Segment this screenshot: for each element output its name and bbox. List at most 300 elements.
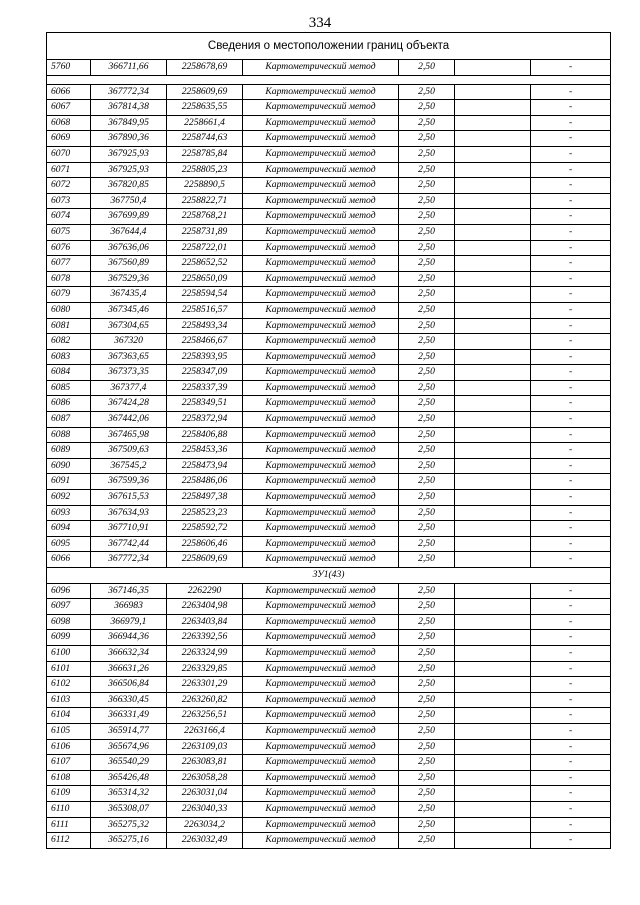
cell-description [455, 833, 531, 849]
cell-method: Картометрический метод [243, 240, 399, 256]
cell-accuracy: 2,50 [399, 599, 455, 615]
cell-method: Картометрический метод [243, 677, 399, 693]
cell-note: - [531, 708, 611, 724]
boundary-coordinates-table [46, 32, 611, 849]
cell-point-number: 6099 [47, 630, 91, 646]
cell-accuracy: 2,50 [399, 427, 455, 443]
cell-coord-x: 367814,38 [91, 100, 167, 116]
table-row [47, 817, 611, 833]
cell-note: - [531, 427, 611, 443]
cell-coord-x: 366944,36 [91, 630, 167, 646]
cell-coord-y: 2258453,36 [167, 443, 243, 459]
cell-point-number: 6094 [47, 521, 91, 537]
cell-method: Картометрический метод [243, 723, 399, 739]
cell-description [455, 193, 531, 209]
cell-method: Картометрический метод [243, 209, 399, 225]
table-row [47, 318, 611, 334]
table-row [47, 801, 611, 817]
cell-description [455, 708, 531, 724]
table-row [47, 271, 611, 287]
cell-coord-x: 366631,26 [91, 661, 167, 677]
cell-note: - [531, 178, 611, 194]
cell-coord-x: 366506,84 [91, 677, 167, 693]
cell-description [455, 84, 531, 100]
cell-accuracy: 2,50 [399, 256, 455, 272]
cell-description [455, 505, 531, 521]
cell-accuracy: 2,50 [399, 396, 455, 412]
cell-method: Картометрический метод [243, 692, 399, 708]
cell-coord-y: 2258594,54 [167, 287, 243, 303]
cell-description [455, 599, 531, 615]
cell-coord-x: 367849,95 [91, 115, 167, 131]
cell-point-number: 6110 [47, 801, 91, 817]
cell-accuracy: 2,50 [399, 178, 455, 194]
cell-point-number: 6096 [47, 583, 91, 599]
cell-point-number: 6108 [47, 770, 91, 786]
cell-coord-y: 2258650,09 [167, 271, 243, 287]
cell-point-number: 6072 [47, 178, 91, 194]
cell-description [455, 801, 531, 817]
cell-accuracy: 2,50 [399, 521, 455, 537]
cell-accuracy: 2,50 [399, 349, 455, 365]
cell-description [455, 349, 531, 365]
cell-coord-x: 366331,49 [91, 708, 167, 724]
cell-method: Картометрический метод [243, 817, 399, 833]
cell-accuracy: 2,50 [399, 708, 455, 724]
cell-note: - [531, 458, 611, 474]
cell-note: - [531, 240, 611, 256]
table-row [47, 256, 611, 272]
cell-coord-y: 2263324,99 [167, 645, 243, 661]
cell-note: - [531, 723, 611, 739]
cell-accuracy: 2,50 [399, 443, 455, 459]
cell-method: Картометрический метод [243, 115, 399, 131]
cell-description [455, 224, 531, 240]
cell-accuracy: 2,50 [399, 209, 455, 225]
cell-point-number: 6080 [47, 302, 91, 318]
cell-coord-y: 2258785,84 [167, 146, 243, 162]
cell-point-number: 6102 [47, 677, 91, 693]
cell-method: Картометрический метод [243, 131, 399, 147]
cell-description [455, 739, 531, 755]
cell-point-number: 6082 [47, 334, 91, 350]
cell-method: Картометрический метод [243, 739, 399, 755]
cell-coord-y: 2263109,03 [167, 739, 243, 755]
cell-description [455, 209, 531, 225]
cell-method: Картометрический метод [243, 287, 399, 303]
table-row [47, 770, 611, 786]
cell-method: Картометрический метод [243, 786, 399, 802]
cell-method: Картометрический метод [243, 536, 399, 552]
cell-description [455, 178, 531, 194]
cell-description [455, 458, 531, 474]
cell-coord-y: 2263329,85 [167, 661, 243, 677]
cell-point-number: 6088 [47, 427, 91, 443]
table-row [47, 365, 611, 381]
cell-coord-y: 2263404,98 [167, 599, 243, 615]
cell-description [455, 240, 531, 256]
cell-accuracy: 2,50 [399, 723, 455, 739]
cell-coord-y: 2258372,94 [167, 412, 243, 428]
cell-point-number: 6069 [47, 131, 91, 147]
cell-coord-x: 367377,4 [91, 380, 167, 396]
cell-accuracy: 2,50 [399, 318, 455, 334]
cell-coord-y: 2263034,2 [167, 817, 243, 833]
table-row [47, 100, 611, 116]
cell-method: Картометрический метод [243, 505, 399, 521]
table-row [47, 443, 611, 459]
cell-note: - [531, 801, 611, 817]
cell-coord-y: 2263256,51 [167, 708, 243, 724]
cell-coord-y: 2263058,28 [167, 770, 243, 786]
cell-method: Картометрический метод [243, 380, 399, 396]
cell-coord-x: 367644,4 [91, 224, 167, 240]
cell-method: Картометрический метод [243, 162, 399, 178]
cell-description [455, 614, 531, 630]
cell-point-number: 6077 [47, 256, 91, 272]
cell-coord-y: 2258349,51 [167, 396, 243, 412]
cell-coord-x: 366632,34 [91, 645, 167, 661]
table-row [47, 521, 611, 537]
cell-coord-y: 2258744,63 [167, 131, 243, 147]
cell-coord-y: 2258466,67 [167, 334, 243, 350]
cell-method: Картометрический метод [243, 521, 399, 537]
cell-method: Картометрический метод [243, 801, 399, 817]
cell-method: Картометрический метод [243, 427, 399, 443]
cell-point-number: 6089 [47, 443, 91, 459]
cell-accuracy: 2,50 [399, 630, 455, 646]
cell-method: Картометрический метод [243, 271, 399, 287]
cell-accuracy: 2,50 [399, 100, 455, 116]
cell-point-number: 6085 [47, 380, 91, 396]
table-row [47, 131, 611, 147]
table-row [47, 209, 611, 225]
cell-method: Картометрический метод [243, 490, 399, 506]
cell-coord-x: 366711,66 [91, 60, 167, 76]
table-row [47, 645, 611, 661]
cell-coord-y: 2258609,69 [167, 552, 243, 568]
cell-method: Картометрический метод [243, 458, 399, 474]
cell-accuracy: 2,50 [399, 677, 455, 693]
cell-method: Картометрический метод [243, 349, 399, 365]
cell-coord-y: 2258822,71 [167, 193, 243, 209]
cell-coord-x: 367529,36 [91, 271, 167, 287]
table-row [47, 599, 611, 615]
cell-method: Картометрический метод [243, 256, 399, 272]
cell-coord-y: 2262290 [167, 583, 243, 599]
table-row [47, 583, 611, 599]
cell-accuracy: 2,50 [399, 801, 455, 817]
section-label: ЗУ1(43) [47, 568, 611, 584]
cell-coord-x: 367146,35 [91, 583, 167, 599]
cell-point-number: 6090 [47, 458, 91, 474]
cell-point-number: 6098 [47, 614, 91, 630]
table-row [47, 708, 611, 724]
cell-description [455, 817, 531, 833]
cell-note: - [531, 490, 611, 506]
cell-note: - [531, 349, 611, 365]
cell-description [455, 786, 531, 802]
cell-note: - [531, 271, 611, 287]
cell-method: Картометрический метод [243, 365, 399, 381]
table-row [47, 630, 611, 646]
cell-note: - [531, 833, 611, 849]
cell-note: - [531, 630, 611, 646]
cell-note: - [531, 256, 611, 272]
cell-method: Картометрический метод [243, 630, 399, 646]
cell-point-number: 6103 [47, 692, 91, 708]
cell-method: Картометрический метод [243, 755, 399, 771]
cell-accuracy: 2,50 [399, 661, 455, 677]
cell-description [455, 162, 531, 178]
cell-note: - [531, 786, 611, 802]
cell-coord-y: 2258609,69 [167, 84, 243, 100]
cell-note: - [531, 739, 611, 755]
cell-accuracy: 2,50 [399, 645, 455, 661]
cell-description [455, 100, 531, 116]
cell-coord-y: 2258606,46 [167, 536, 243, 552]
cell-accuracy: 2,50 [399, 224, 455, 240]
cell-note: - [531, 396, 611, 412]
cell-note: - [531, 599, 611, 615]
cell-coord-x: 365540,29 [91, 755, 167, 771]
cell-coord-y: 2258652,52 [167, 256, 243, 272]
cell-description [455, 146, 531, 162]
cell-method: Картометрический метод [243, 583, 399, 599]
table-row [47, 677, 611, 693]
cell-accuracy: 2,50 [399, 271, 455, 287]
cell-note: - [531, 380, 611, 396]
table-row [47, 723, 611, 739]
cell-note: - [531, 224, 611, 240]
cell-accuracy: 2,50 [399, 552, 455, 568]
table-row [47, 84, 611, 100]
cell-coord-x: 366979,1 [91, 614, 167, 630]
cell-coord-x: 365426,48 [91, 770, 167, 786]
cell-point-number: 6093 [47, 505, 91, 521]
cell-description [455, 474, 531, 490]
cell-coord-x: 365314,32 [91, 786, 167, 802]
table-row [47, 115, 611, 131]
cell-point-number: 5760 [47, 60, 91, 76]
cell-method: Картометрический метод [243, 645, 399, 661]
cell-description [455, 723, 531, 739]
cell-description [455, 583, 531, 599]
cell-accuracy: 2,50 [399, 146, 455, 162]
cell-accuracy: 2,50 [399, 365, 455, 381]
cell-coord-y: 2263260,82 [167, 692, 243, 708]
cell-accuracy: 2,50 [399, 162, 455, 178]
cell-coord-x: 367636,06 [91, 240, 167, 256]
cell-coord-x: 367363,65 [91, 349, 167, 365]
cell-coord-x: 366983 [91, 599, 167, 615]
cell-method: Картометрический метод [243, 178, 399, 194]
cell-coord-x: 365275,32 [91, 817, 167, 833]
cell-note: - [531, 162, 611, 178]
cell-accuracy: 2,50 [399, 692, 455, 708]
cell-note: - [531, 365, 611, 381]
table-row [47, 193, 611, 209]
cell-coord-x: 367634,93 [91, 505, 167, 521]
cell-coord-y: 2263301,29 [167, 677, 243, 693]
cell-coord-y: 2258406,88 [167, 427, 243, 443]
cell-description [455, 677, 531, 693]
cell-note: - [531, 583, 611, 599]
cell-note: - [531, 505, 611, 521]
cell-coord-y: 2258678,69 [167, 60, 243, 76]
cell-point-number: 6092 [47, 490, 91, 506]
cell-note: - [531, 770, 611, 786]
cell-point-number: 6076 [47, 240, 91, 256]
cell-point-number: 6081 [47, 318, 91, 334]
cell-coord-x: 367750,4 [91, 193, 167, 209]
table-title: Сведения о местоположении границ объекта [47, 33, 611, 60]
cell-description [455, 521, 531, 537]
cell-accuracy: 2,50 [399, 583, 455, 599]
cell-accuracy: 2,50 [399, 380, 455, 396]
cell-method: Картометрический метод [243, 770, 399, 786]
cell-point-number: 6066 [47, 84, 91, 100]
cell-accuracy: 2,50 [399, 755, 455, 771]
cell-coord-x: 365914,77 [91, 723, 167, 739]
cell-note: - [531, 552, 611, 568]
cell-description [455, 396, 531, 412]
cell-point-number: 6071 [47, 162, 91, 178]
cell-point-number: 6067 [47, 100, 91, 116]
cell-coord-x: 367710,91 [91, 521, 167, 537]
cell-point-number: 6100 [47, 645, 91, 661]
cell-description [455, 443, 531, 459]
cell-accuracy: 2,50 [399, 412, 455, 428]
table-row [47, 692, 611, 708]
table-row [47, 755, 611, 771]
cell-description [455, 490, 531, 506]
cell-coord-y: 2263031,04 [167, 786, 243, 802]
cell-point-number: 6079 [47, 287, 91, 303]
cell-description [455, 755, 531, 771]
cell-description [455, 536, 531, 552]
cell-method: Картометрический метод [243, 84, 399, 100]
cell-point-number: 6087 [47, 412, 91, 428]
table-row [47, 552, 611, 568]
cell-coord-y: 2258731,89 [167, 224, 243, 240]
cell-coord-y: 2263392,56 [167, 630, 243, 646]
cell-description [455, 318, 531, 334]
table-row [47, 474, 611, 490]
cell-note: - [531, 209, 611, 225]
cell-method: Картометрический метод [243, 100, 399, 116]
cell-coord-y: 2258337,39 [167, 380, 243, 396]
table-row [47, 786, 611, 802]
cell-description [455, 115, 531, 131]
cell-description [455, 256, 531, 272]
cell-description [455, 770, 531, 786]
cell-note: - [531, 661, 611, 677]
cell-accuracy: 2,50 [399, 833, 455, 849]
table-row [47, 349, 611, 365]
cell-point-number: 6084 [47, 365, 91, 381]
cell-accuracy: 2,50 [399, 287, 455, 303]
table-row [47, 505, 611, 521]
cell-point-number: 6068 [47, 115, 91, 131]
cell-accuracy: 2,50 [399, 84, 455, 100]
blank-separator-row [47, 75, 611, 84]
cell-accuracy: 2,50 [399, 817, 455, 833]
cell-description [455, 630, 531, 646]
cell-coord-x: 367442,06 [91, 412, 167, 428]
cell-accuracy: 2,50 [399, 739, 455, 755]
table-row [47, 178, 611, 194]
page-number: 334 [308, 15, 332, 31]
cell-coord-x: 367742,44 [91, 536, 167, 552]
cell-accuracy: 2,50 [399, 536, 455, 552]
cell-coord-y: 2258805,23 [167, 162, 243, 178]
cell-point-number: 6097 [47, 599, 91, 615]
cell-coord-x: 367772,34 [91, 84, 167, 100]
cell-note: - [531, 817, 611, 833]
cell-method: Картометрический метод [243, 833, 399, 849]
cell-coord-y: 2258516,57 [167, 302, 243, 318]
cell-point-number: 6105 [47, 723, 91, 739]
cell-point-number: 6095 [47, 536, 91, 552]
cell-point-number: 6106 [47, 739, 91, 755]
table-row [47, 240, 611, 256]
cell-note: - [531, 412, 611, 428]
cell-note: - [531, 755, 611, 771]
table-row [47, 536, 611, 552]
cell-description [455, 692, 531, 708]
cell-method: Картометрический метод [243, 443, 399, 459]
cell-point-number: 6070 [47, 146, 91, 162]
cell-note: - [531, 100, 611, 116]
cell-coord-y: 2263040,33 [167, 801, 243, 817]
cell-coord-x: 367373,35 [91, 365, 167, 381]
cell-coord-x: 367545,2 [91, 458, 167, 474]
cell-accuracy: 2,50 [399, 490, 455, 506]
cell-accuracy: 2,50 [399, 770, 455, 786]
cell-coord-x: 365308,07 [91, 801, 167, 817]
cell-coord-y: 2258768,21 [167, 209, 243, 225]
cell-point-number: 6073 [47, 193, 91, 209]
table-row [47, 458, 611, 474]
cell-note: - [531, 302, 611, 318]
cell-coord-x: 367772,34 [91, 552, 167, 568]
cell-coord-x: 367925,93 [91, 146, 167, 162]
cell-accuracy: 2,50 [399, 60, 455, 76]
cell-coord-x: 367509,63 [91, 443, 167, 459]
cell-note: - [531, 536, 611, 552]
cell-point-number: 6107 [47, 755, 91, 771]
cell-note: - [531, 146, 611, 162]
table-row [47, 490, 611, 506]
table-row [47, 380, 611, 396]
cell-coord-x: 367820,85 [91, 178, 167, 194]
cell-accuracy: 2,50 [399, 505, 455, 521]
section-label-row [47, 568, 611, 584]
cell-coord-y: 2258486,06 [167, 474, 243, 490]
cell-description [455, 131, 531, 147]
cell-coord-x: 365275,16 [91, 833, 167, 849]
cell-description [455, 427, 531, 443]
cell-coord-y: 2258890,5 [167, 178, 243, 194]
cell-coord-y: 2258493,34 [167, 318, 243, 334]
table-row [47, 833, 611, 849]
cell-method: Картометрический метод [243, 599, 399, 615]
cell-coord-y: 2258635,55 [167, 100, 243, 116]
cell-coord-y: 2258523,23 [167, 505, 243, 521]
cell-accuracy: 2,50 [399, 786, 455, 802]
cell-accuracy: 2,50 [399, 115, 455, 131]
